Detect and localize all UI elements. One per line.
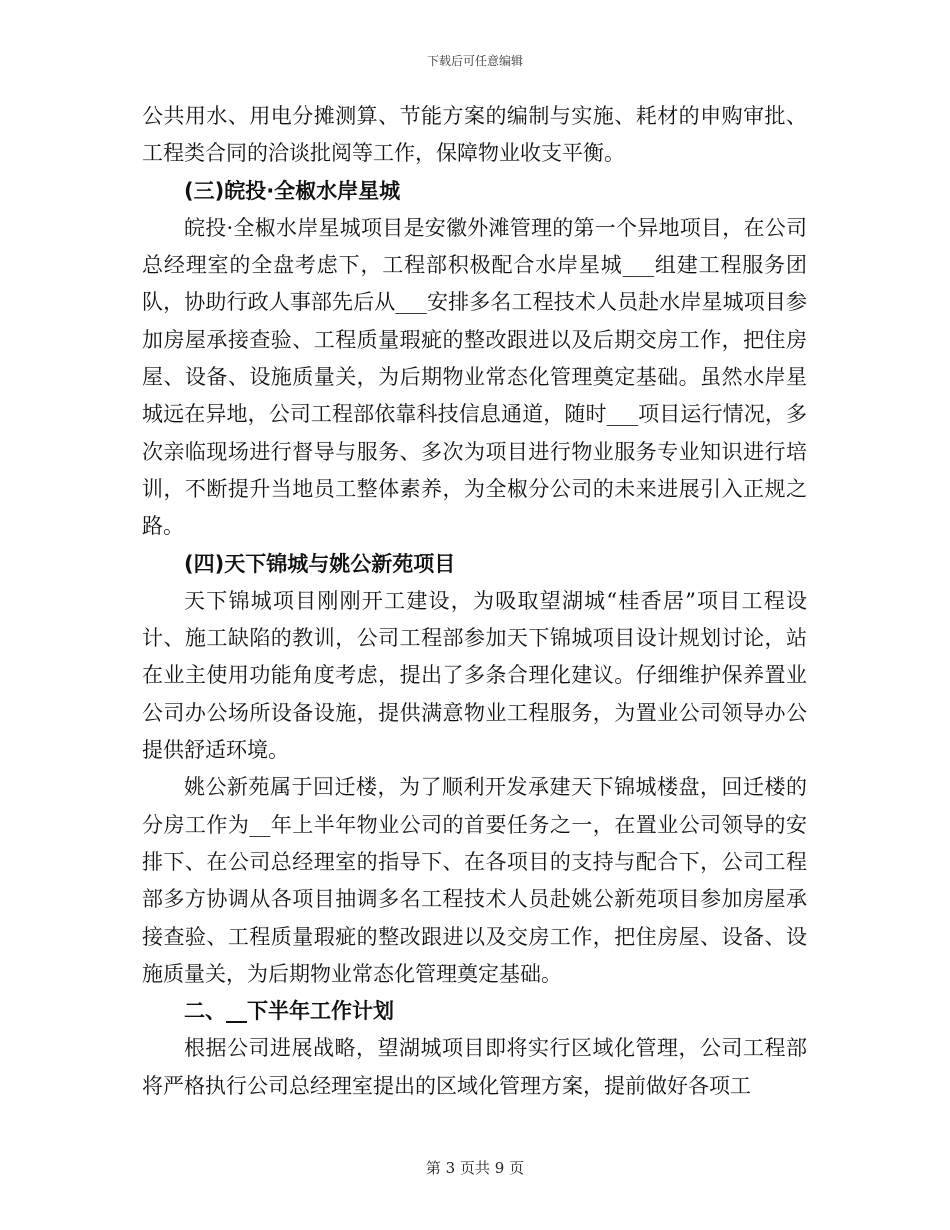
paragraph-shuian-xingcheng: 皖投·全椒水岸星城项目是安徽外滩管理的第一个异地项目，在公司总经理室的全盘考虑下，工程部积极配合水岸星城___组建工程服务团队，协助行政人事部先后从___安排多名工程技术人员赴水岸星城项目参加房屋承接查验、工程质量瑕疵的整改跟进以及后期交房工作，把住房屋、设备、设施质量关，为后期物业常态化管理奠定基础。虽然水岸星城远在异地，公司工程部依靠科技信息通道，随时___项目运行情况，多次亲临现场进行督导与服务、多次为项目进行物业服务专业知识进行培训，不断提升当地员工整体素养，为全椒分公司的未来进展引入正规之路。: [142, 215, 807, 539]
section-heading-tianxia-jincheng: (四)天下锦城与姚公新苑项目: [184, 551, 456, 576]
section-heading-shuian-xingcheng: (三)皖投·全椒水岸星城: [184, 178, 401, 203]
section-heading-work-plan: 二、__下半年工作计划: [184, 999, 394, 1024]
page-number-footer: 第 3 页共 9 页: [425, 1159, 525, 1177]
page-header: 下载后可任意编辑: [426, 54, 523, 68]
paragraph-yaogong-xinyuan: 姚公新苑属于回迁楼，为了顺利开发承建天下锦城楼盘，回迁楼的分房工作为__年上半年物业公司的首要任务之一，在置业公司领导的安排下、在公司总经理室的指导下、在各项目的支持与配合下，公司工程部多方协调从各项目抽调多名工程技术人员赴姚公新苑项目参加房屋承接查验、工程质量瑕疵的整改跟进以及交房工作，把住房屋、设备、设施质量关，为后期物业常态化管理奠定基础。: [142, 775, 807, 986]
paragraph-tianxia-jincheng: 天下锦城项目刚刚开工建设，为吸取望湖城“桂香居”项目工程设计、施工缺陷的教训，公司工程部参加天下锦城项目设计规划讨论，站在业主使用功能角度考虑，提出了多条合理化建议。仔细维护保养置业公司办公场所设备设施，提供满意物业工程服务，为置业公司领导办公提供舒适环境。: [142, 588, 807, 763]
paragraph-utilities: 公共用水、用电分摊测算、节能方案的编制与实施、耗材的申购审批、工程类合同的洽谈批阅等工作，保障物业收支平衡。: [142, 104, 807, 166]
paragraph-work-plan: 根据公司进展战略，望湖城项目即将实行区域化管理，公司工程部将严格执行公司总经理室提出的区域化管理方案，提前做好各项工: [142, 1036, 807, 1098]
document-body: [142, 98, 807, 1105]
